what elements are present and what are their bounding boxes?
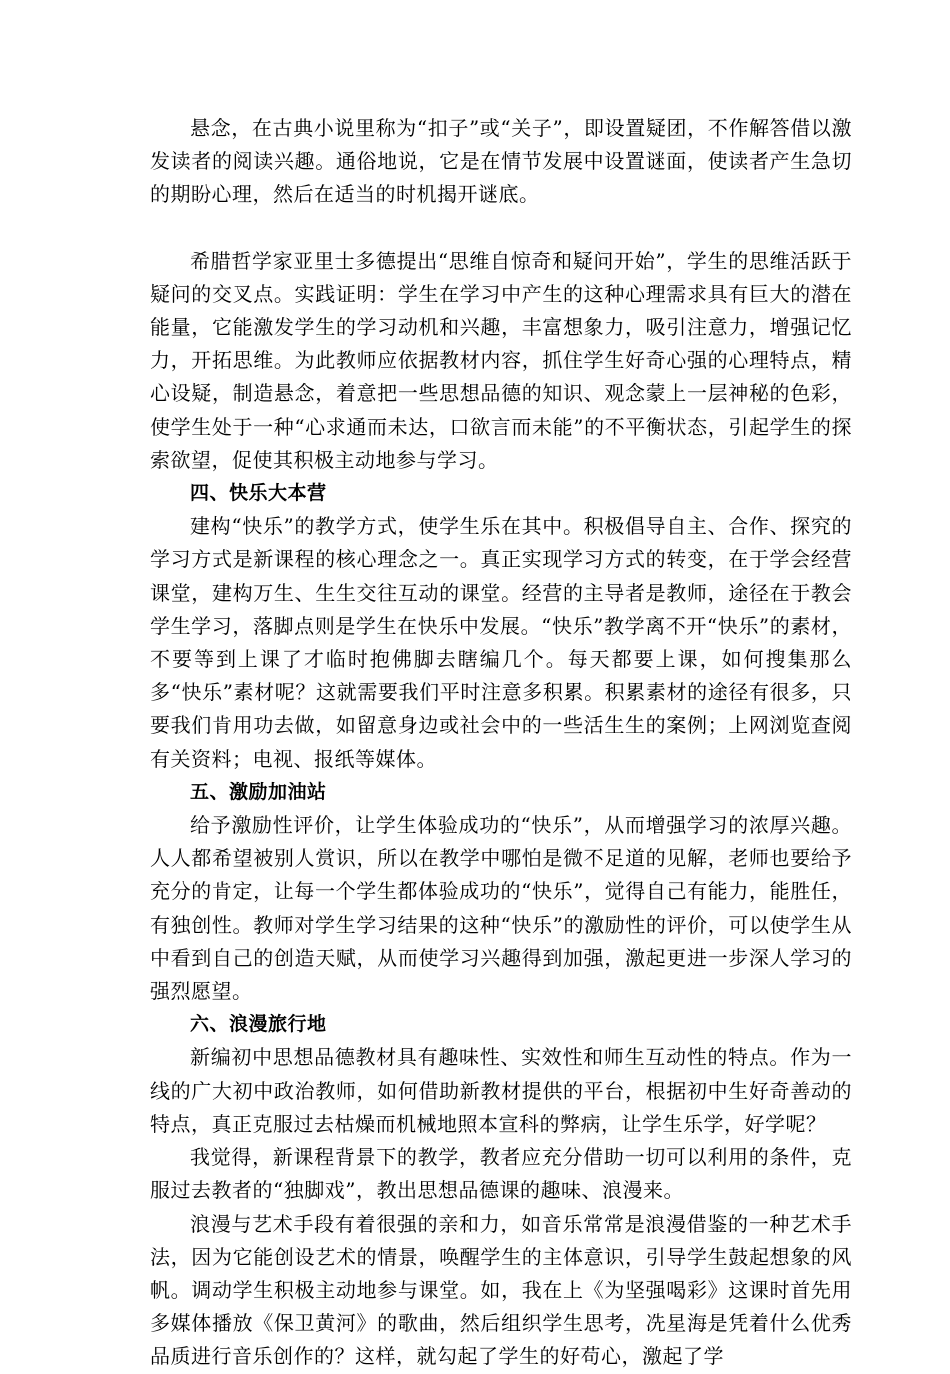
paragraph-gap	[150, 212, 852, 245]
document-page	[150, 112, 852, 1374]
paragraph-opinion: 我觉得，新课程背景下的教学，教者应充分借助一切可以利用的条件，克服过去教者的“独脚戏”，教出思想品德课的趣味、浪漫来。	[150, 1145, 852, 1203]
section-heading-6: 六、浪漫旅行地	[190, 1013, 327, 1036]
section-heading-5: 五、激励加油站	[190, 780, 327, 803]
section-heading-4: 四、快乐大本营	[190, 482, 327, 505]
paragraph-happy-camp: 建构“快乐”的教学方式，使学生乐在其中。积极倡导自主、合作、探究的学习方式是新课程的核心理念之一。真正实现学习方式的转变，在于学会经营课堂，建构万生、生生交往互动的课堂。经营的主导者是教师，途径在于教会学生学习，落脚点则是学生在快乐中发展。“快乐”教学离不开“快乐”的素材，不要等到上课了才临时抱佛脚去瞎编几个。每天都要上课，如何搜集那么多“快乐”素材呢？这就需要我们平时注意多积累。积累素材的途径有很多，只要我们肯用功去做，如留意身边或社会中的一些活生生的案例；上网浏览查阅有关资料；电视、报纸等媒体。	[150, 514, 852, 771]
paragraph-suspense-definition: 悬念，在古典小说里称为“扣子”或“关子”，即设置疑团，不作解答借以激发读者的阅读兴趣。通俗地说，它是在情节发展中设置谜面，使读者产生急切的期盼心理，然后在适当的时机揭开谜底。	[150, 116, 852, 207]
paragraph-textbook: 新编初中思想品德教材具有趣味性、实效性和师生互动性的特点。作为一线的广大初中政治教师，如何借助新教材提供的平台，根据初中生好奇善动的特点，真正克服过去枯燥而机械地照本宣科的弊病，让学生乐学，好学呢？	[150, 1045, 852, 1136]
paragraph-romance-art: 浪漫与艺术手段有着很强的亲和力，如音乐常常是浪漫借鉴的一种艺术手法，因为它能创设艺术的情景，唤醒学生的主体意识，引导学生鼓起想象的风帆。调动学生积极主动地参与课堂。如，我在上《为坚强喝彩》这课时首先用多媒体播放《保卫黄河》的歌曲，然后组织学生思考，冼星海是凭着什么优秀品质进行音乐创作的？这样，就勾起了学生的好苟心，激起了学	[150, 1211, 852, 1369]
paragraph-aristotle: 希腊哲学家亚里士多德提出“思维自惊奇和疑问开始”，学生的思维活跃于疑问的交叉点。实践证明：学生在学习中产生的这种心理需求具有巨大的潜在能量，它能激发学生的学习动机和兴趣，丰富想象力，吸引注意力，增强记忆力，开拓思维。为此教师应依据教材内容，抓住学生好奇心强的心理特点，精心设疑，制造悬念，着意把一些思想品德的知识、观念蒙上一层神秘的色彩，使学生处于一种“心求通而未达，口欲言而未能”的不平衡状态，引起学生的探索欲望，促使其积极主动地参与学习。	[150, 248, 852, 472]
paragraph-incentive: 给予激励性评价，让学生体验成功的“快乐”，从而增强学习的浓厚兴趣。人人都希望被别人赏识，所以在教学中哪怕是微不足道的见解，老师也要给予充分的肯定，让每一个学生都体验成功的“快乐”，觉得自己有能力，能胜任，有独创性。教师对学生学习结果的这种“快乐”的激励性的评价，可以使学生从中看到自己的创造天赋，从而使学习兴趣得到加强，激起更进一步深人学习的强烈愿望。	[150, 813, 852, 1004]
